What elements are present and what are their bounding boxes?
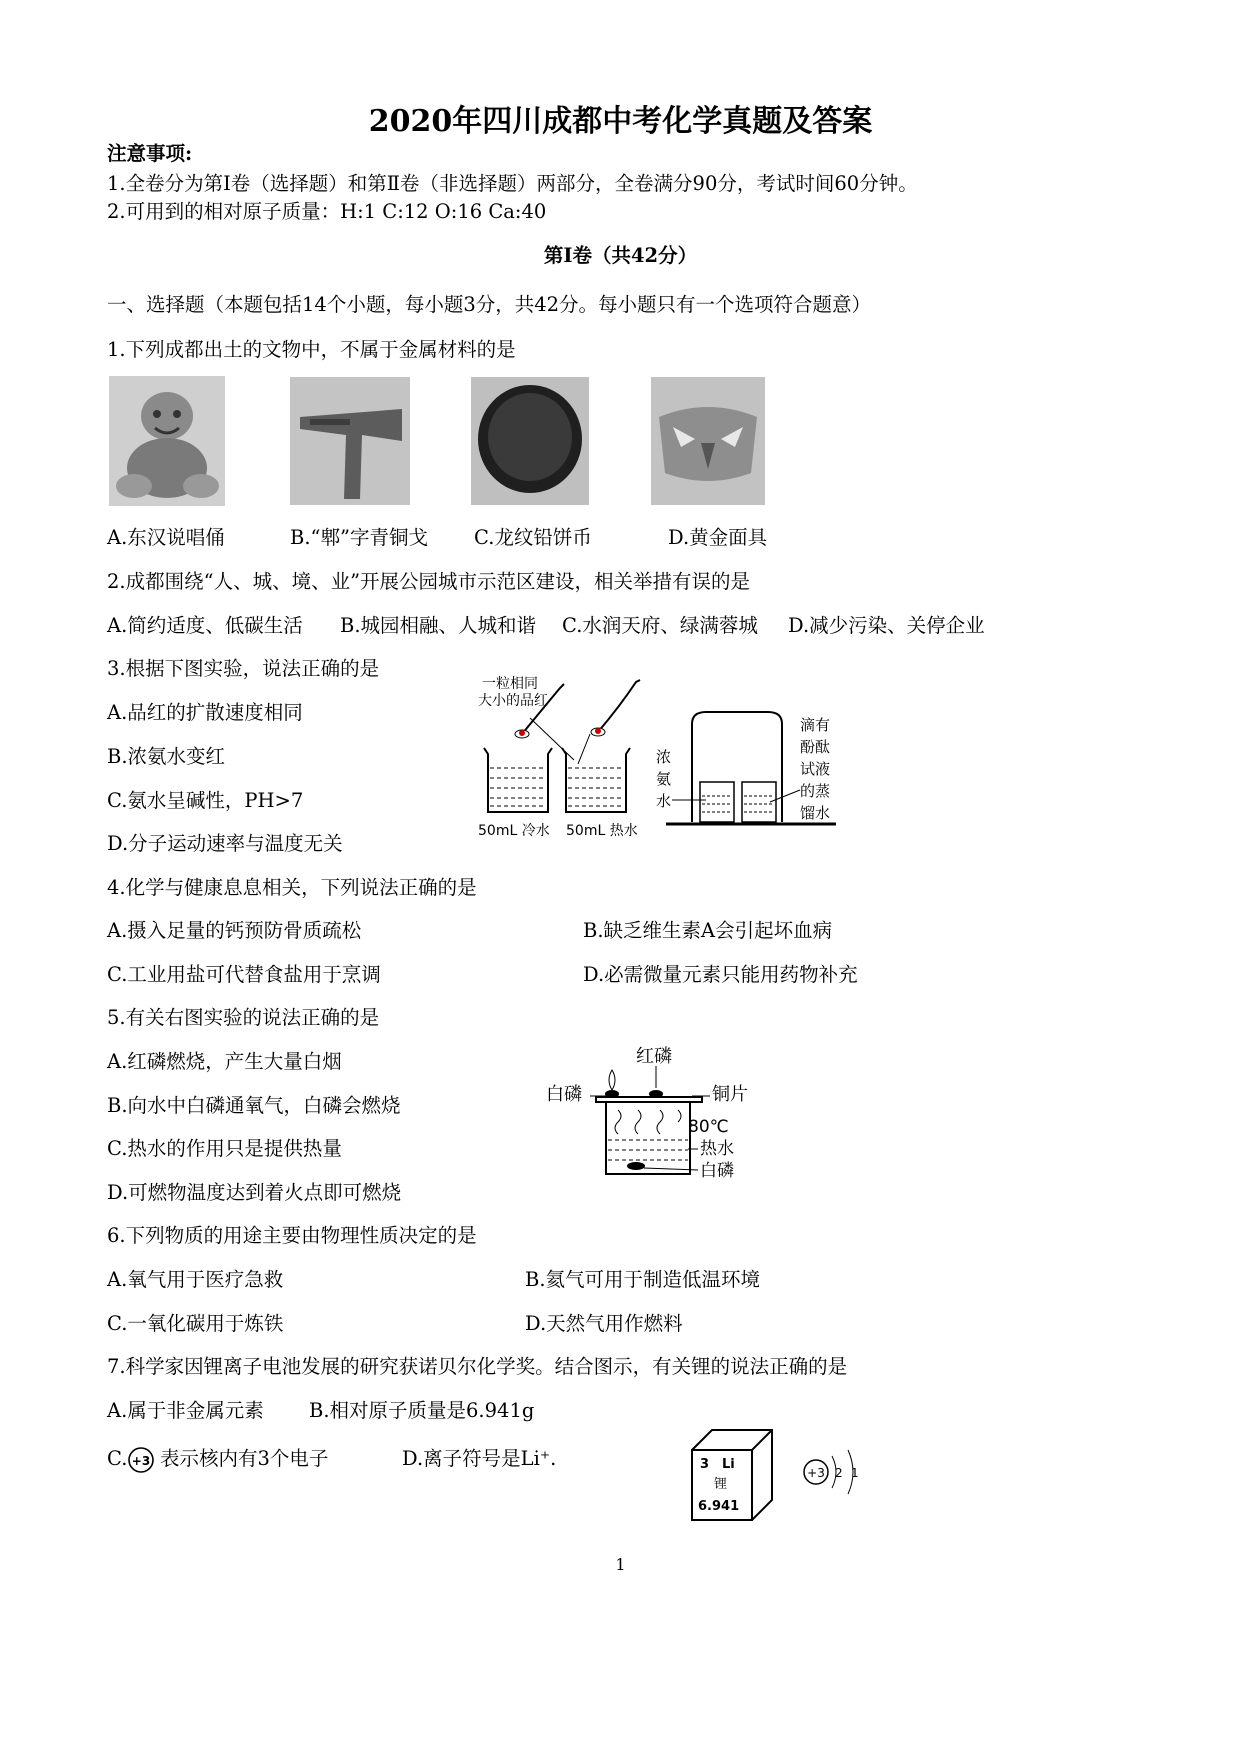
page-number: 1 xyxy=(615,1555,626,1574)
element-name: 锂 xyxy=(714,1477,728,1492)
q6-option-c: C.一氧化碳用于炼铁 xyxy=(107,1312,284,1335)
q2-option-d: D.减少污染、关停企业 xyxy=(788,614,985,637)
copper-label: 铜片 xyxy=(712,1084,748,1105)
gold-mask-image xyxy=(651,377,765,505)
lithium-element-figure xyxy=(688,1424,878,1524)
shell-1-electrons: 2 xyxy=(835,1466,843,1480)
page-title: 2020年四川成都中考化学真题及答案 xyxy=(368,104,873,139)
white-phosphorus-bottom-label: 白磷 xyxy=(700,1161,734,1181)
q3-option-d: D.分子运动速率与温度无关 xyxy=(107,832,343,855)
q4-option-c: C.工业用盐可代替食盐用于烹调 xyxy=(107,963,381,986)
temperature-label: 80℃ xyxy=(688,1117,729,1137)
q2-option-b: B.城园相融、人城和谐 xyxy=(340,614,537,637)
notes-item-2: 2.可用到的相对原子质量：H:1 C:12 O:16 Ca:40 xyxy=(107,200,547,223)
element-symbol: Li xyxy=(722,1457,735,1472)
q5-option-d: D.可燃物温度达到着火点即可燃烧 xyxy=(107,1181,402,1204)
q5-option-b: B.向水中白磷通氧气，白磷会燃烧 xyxy=(107,1094,401,1117)
phenol-label-3: 试液 xyxy=(800,760,831,778)
grain-label-2: 大小的品红 xyxy=(478,693,548,709)
ammonia-label-1: 浓 xyxy=(656,748,672,766)
red-phosphorus-label: 红磷 xyxy=(636,1046,672,1067)
q7-option-c-prefix: C. xyxy=(107,1447,128,1470)
bronze-ge-image xyxy=(290,377,410,505)
q7-option-d: D.离子符号是Li⁺. xyxy=(402,1447,557,1470)
question-2-stem: 2.成都围绕“人、城、境、业”开展公园城市示范区建设，相关举措有误的是 xyxy=(107,570,751,593)
gold-mask-photo xyxy=(651,377,765,505)
bronze-ge-photo xyxy=(290,377,410,505)
diffusion-experiment-figure xyxy=(470,672,850,842)
q7-option-b: B.相对原子质量是6.941g xyxy=(309,1399,535,1422)
shell-2-electrons: 1 xyxy=(851,1466,859,1480)
question-5-stem: 5.有关右图实验的说法正确的是 xyxy=(107,1006,380,1029)
q4-option-d: D.必需微量元素只能用药物补充 xyxy=(583,963,858,986)
q1-option-a: A.东汉说唱俑 xyxy=(107,526,225,549)
cold-water-label: 50mL 冷水 xyxy=(478,823,550,839)
figurine-photo xyxy=(109,376,225,506)
q4-option-b: B.缺乏维生素A会引起坏血病 xyxy=(583,919,833,942)
q2-option-c: C.水润天府、绿满蓉城 xyxy=(562,614,758,637)
q1-option-b: B.“郫”字青铜戈 xyxy=(290,526,428,549)
question-1-stem: 1.下列成都出土的文物中，不属于金属材料的是 xyxy=(107,338,516,361)
hot-water-label: 50mL 热水 xyxy=(566,823,638,839)
phenol-label-1: 滴有 xyxy=(800,716,831,734)
figurine-image xyxy=(109,376,225,506)
q3-option-b: B.浓氨水变红 xyxy=(107,745,226,768)
q3-option-a: A.品红的扩散速度相同 xyxy=(107,701,303,724)
part-one-heading: 一、选择题（本题包括14个小题，每小题3分，共42分。每小题只有一个选项符合题意） xyxy=(107,293,872,316)
nucleus-symbol-icon xyxy=(126,1445,156,1475)
lead-coin-image xyxy=(471,377,589,505)
q6-option-b: B.氦气可用于制造低温环境 xyxy=(525,1268,761,1291)
ammonia-label-3: 水 xyxy=(656,792,672,810)
section-title: 第Ⅰ卷（共42分） xyxy=(543,244,698,267)
question-4-stem: 4.化学与健康息息相关，下列说法正确的是 xyxy=(107,876,477,899)
q2-option-a: A.简约适度、低碳生活 xyxy=(107,614,303,637)
nucleus-charge: +3 xyxy=(807,1466,825,1480)
phenol-label-2: 酚酞 xyxy=(800,738,831,756)
notes-item-1: 1.全卷分为第Ⅰ卷（选择题）和第Ⅱ卷（非选择题）两部分，全卷满分90分，考试时间60分钟。 xyxy=(107,172,918,195)
phenol-label-4: 的蒸 xyxy=(800,782,831,800)
phenol-label-5: 馏水 xyxy=(800,804,831,822)
hot-water-label: 热水 xyxy=(700,1139,734,1159)
q4-option-a: A.摄入足量的钙预防骨质疏松 xyxy=(107,919,362,942)
question-6-stem: 6.下列物质的用途主要由物理性质决定的是 xyxy=(107,1224,477,1247)
q7-option-c-text: 表示核内有3个电子 xyxy=(160,1447,329,1470)
lead-coin-photo xyxy=(471,377,589,505)
nucleus-charge-inline: +3 xyxy=(131,1454,151,1468)
combustion-experiment-figure xyxy=(540,1040,780,1190)
q3-option-c: C.氨水呈碱性，PH>7 xyxy=(107,789,304,812)
atomic-number: 3 xyxy=(700,1457,710,1472)
q7-option-a: A.属于非金属元素 xyxy=(107,1399,264,1422)
q5-option-c: C.热水的作用只是提供热量 xyxy=(107,1137,342,1160)
grain-label-1: 一粒相同 xyxy=(482,676,538,692)
ammonia-label-2: 氨 xyxy=(656,770,672,788)
q1-option-c: C.龙纹铅饼币 xyxy=(474,526,592,549)
question-3-stem: 3.根据下图实验，说法正确的是 xyxy=(107,657,380,680)
white-phosphorus-top-label: 白磷 xyxy=(546,1084,582,1105)
atomic-mass: 6.941 xyxy=(698,1499,740,1514)
q6-option-a: A.氧气用于医疗急救 xyxy=(107,1268,284,1291)
q1-option-d: D.黄金面具 xyxy=(668,526,768,549)
q5-option-a: A.红磷燃烧，产生大量白烟 xyxy=(107,1050,342,1073)
notes-heading: 注意事项: xyxy=(107,142,193,165)
q6-option-d: D.天然气用作燃料 xyxy=(525,1312,683,1335)
question-7-stem: 7.科学家因锂离子电池发展的研究获诺贝尔化学奖。结合图示，有关锂的说法正确的是 xyxy=(107,1355,848,1378)
